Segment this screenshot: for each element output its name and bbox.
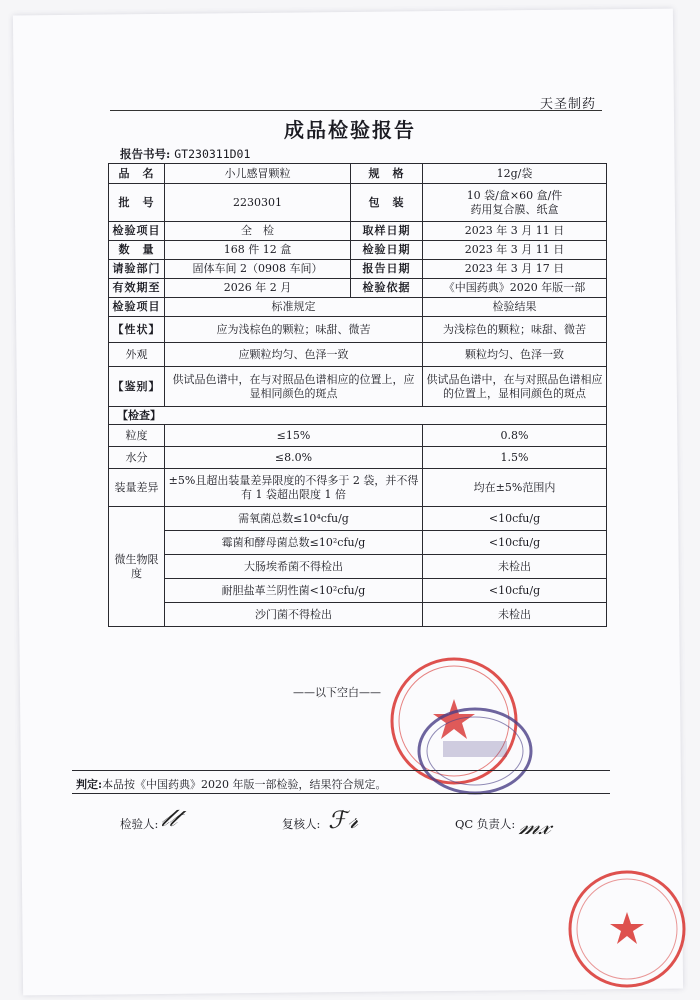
appearance-result: 颗粒均匀、色泽一致	[423, 343, 607, 367]
sampling-date-label: 取样日期	[351, 222, 423, 241]
quantity-label: 数 量	[109, 241, 165, 260]
report-number-label: 报告书号:	[120, 147, 171, 161]
identification-label: 【鉴别】	[109, 367, 165, 407]
report-number	[120, 146, 250, 162]
microbial-standard: 需氧菌总数≤10⁴cfu/g	[165, 507, 423, 531]
report-number-value: GT230311D01	[174, 147, 251, 161]
batch-value: 2230301	[165, 184, 351, 222]
basis-value: 《中国药典》2020 年版一部	[423, 279, 607, 298]
test-date-label: 检验日期	[351, 241, 423, 260]
reviewer-label: 复核人:	[282, 817, 321, 831]
qc-manager-signature: 𝓂𝓍	[517, 812, 555, 840]
test-item-value: 全 检	[165, 222, 351, 241]
qc-manager-label: QC 负责人:	[455, 817, 516, 831]
spec-label: 规 格	[351, 164, 423, 184]
properties-standard: 应为浅棕色的颗粒；味甜、微苦	[165, 317, 423, 343]
weight-variation-label: 装量差异	[109, 469, 165, 507]
microbial-result: 未检出	[423, 555, 607, 579]
quality-management-stamp	[566, 868, 688, 990]
conclusion-line	[72, 770, 610, 794]
inspector-label: 检验人:	[120, 817, 159, 831]
page-title: 成品检验报告	[284, 118, 416, 142]
test-date-value: 2023 年 3 月 11 日	[423, 241, 607, 260]
moisture-label: 水分	[109, 447, 165, 469]
company-tag: 天圣制药	[540, 97, 597, 112]
product-name-value: 小儿感冒颗粒	[165, 164, 351, 184]
results-standard-header: 标准规定	[165, 298, 423, 317]
appearance-label: 外观	[109, 343, 165, 367]
microbial-result: <10cfu/g	[423, 531, 607, 555]
expiry-label: 有效期至	[109, 279, 165, 298]
sampling-date-value: 2023 年 3 月 11 日	[423, 222, 607, 241]
product-name-label: 品 名	[109, 164, 165, 184]
microbial-standard: 沙门菌不得检出	[165, 603, 423, 627]
moisture-standard: ≤8.0%	[165, 447, 423, 469]
microbial-standard: 霉菌和酵母菌总数≤10²cfu/g	[165, 531, 423, 555]
batch-label: 批 号	[109, 184, 165, 222]
weight-variation-result: 均在±5%范围内	[423, 469, 607, 507]
moisture-result: 1.5%	[423, 447, 607, 469]
test-item-label: 检验项目	[109, 222, 165, 241]
conclusion-label: 判定:	[76, 778, 103, 791]
blank-below-marker: ——以下空白——	[293, 686, 381, 699]
basis-label: 检验依据	[351, 279, 423, 298]
identification-standard: 供试品色谱中，在与对照品色谱相应的位置上，应显相同颜色的斑点	[165, 367, 423, 407]
package-label: 包 装	[351, 184, 423, 222]
identification-result: 供试品色谱中，在与对照品色谱相应的位置上，显相同颜色的斑点	[423, 367, 607, 407]
properties-label: 【性状】	[109, 317, 165, 343]
inspector-signature: 𝓁𝓉	[159, 804, 182, 832]
results-item-header: 检验项目	[109, 298, 165, 317]
microbial-result: 未检出	[423, 603, 607, 627]
granularity-label: 粒度	[109, 425, 165, 447]
department-label: 请验部门	[109, 260, 165, 279]
appearance-standard: 应颗粒均匀、色泽一致	[165, 343, 423, 367]
results-result-header: 检验结果	[423, 298, 607, 317]
weight-variation-standard: ±5%且超出装量差异限度的不得多于 2 袋，并不得有 1 袋超出限度 1 倍	[165, 469, 423, 507]
conclusion-text: 本品按《中国药典》2020 年版一部检验，结果符合规定。	[102, 778, 387, 791]
inspection-table	[108, 163, 607, 627]
granularity-result: 0.8%	[423, 425, 607, 447]
package-value	[423, 184, 607, 222]
microbial-standard: 大肠埃希菌不得检出	[165, 555, 423, 579]
expiry-value: 2026 年 2 月	[165, 279, 351, 298]
microbial-result: <10cfu/g	[423, 579, 607, 603]
package-value-line-2: 药用复合膜、纸盒	[470, 202, 559, 216]
department-value: 固体车间 2（0908 车间）	[165, 260, 351, 279]
spec-value: 12g/袋	[423, 164, 607, 184]
microbial-result: <10cfu/g	[423, 507, 607, 531]
report-date-value: 2023 年 3 月 17 日	[423, 260, 607, 279]
header-rule	[110, 110, 602, 111]
package-value-line-1: 10 袋/盒×60 盒/件	[466, 188, 563, 202]
inspection-section-label: 【检查】	[109, 407, 607, 425]
granularity-standard: ≤15%	[165, 425, 423, 447]
report-date-label: 报告日期	[351, 260, 423, 279]
properties-result: 为浅棕色的颗粒；味甜、微苦	[423, 317, 607, 343]
microbial-standard: 耐胆盐革兰阴性菌<10²cfu/g	[165, 579, 423, 603]
reviewer-signature: ℱ𝓇	[327, 806, 362, 834]
quantity-value: 168 件 12 盒	[165, 241, 351, 260]
microbial-limit-label: 微生物限度	[109, 507, 165, 627]
